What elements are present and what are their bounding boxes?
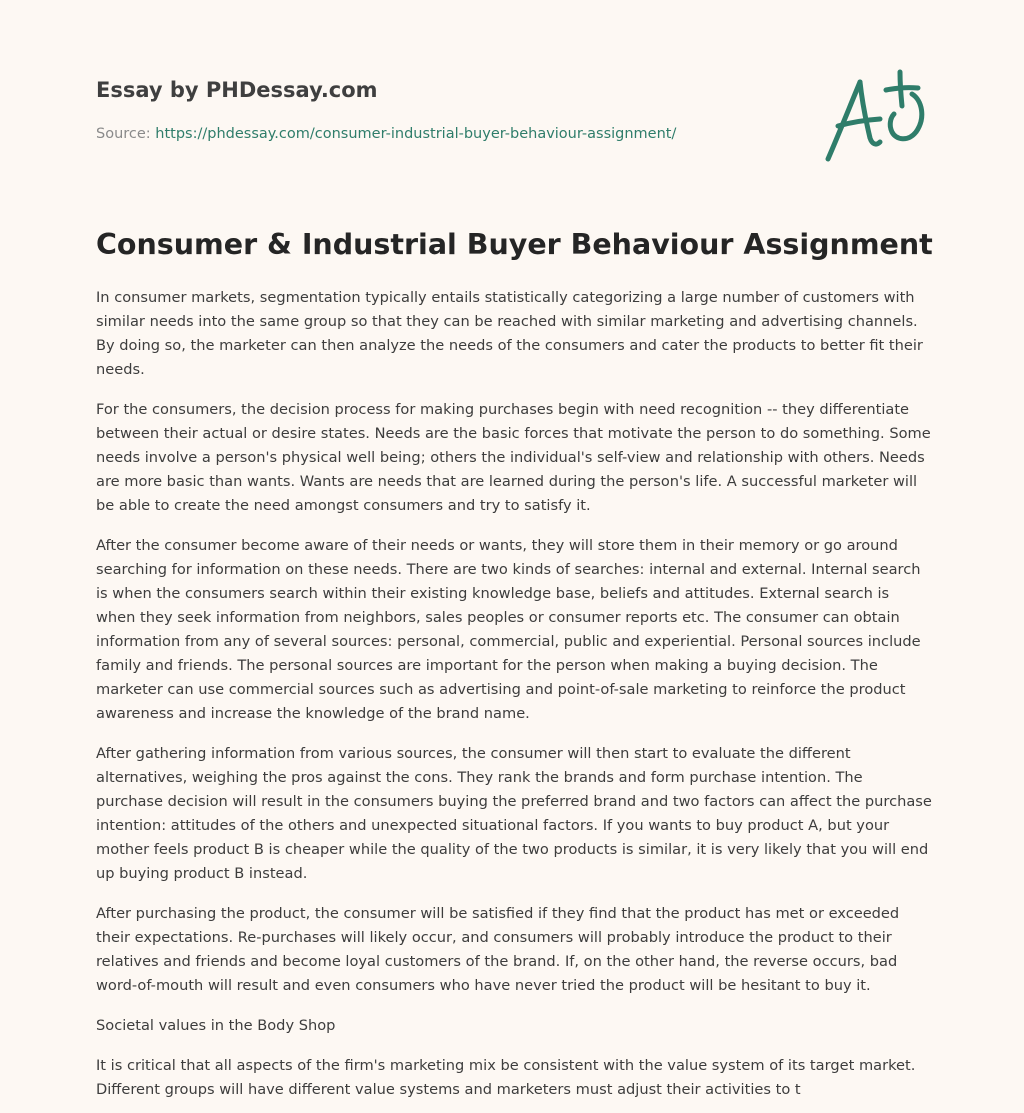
essay-paragraph: After gathering information from various sources, the consumer will then start to evaluate the different alternatives, weighing the pros against the cons. They rank the brands and form purchase intention. The purchase decision will result in the consumers buying the preferred brand and two factors can affect the purchase intention: attitudes of the others and unexpected situational factors. If you wants to buy product A, but your mother feels product B is cheaper while the quality of the two products is similar, it is very likely that you will end up buying product B instead. <box>96 745 932 882</box>
source-label: Source: <box>96 126 151 142</box>
section-subheading: Societal values in the Body Shop <box>96 1017 336 1034</box>
essay-paragraph: For the consumers, the decision process for making purchases begin with need recognition -- they differentiate between their actual or desire states. Needs are the basic forces that motivate the person to do something. Some needs involve a person's physical well being; others the individual's self-view and relationship with others. Needs are more basic than wants. Wants are needs that are learned during the person's life. A successful marketer will be able to create the need amongst consumers and try to satisfy it. <box>96 401 931 514</box>
source-link[interactable]: https://phdessay.com/consumer-industrial-buyer-behaviour-assignment/ <box>155 126 677 142</box>
a-plus-logo-icon <box>818 66 930 166</box>
essay-paragraph: In consumer markets, segmentation typically entails statistically categorizing a large number of customers with similar needs into the same group so that they can be reached with similar marketing and advertising channels. By doing so, the marketer can then analyze the needs of the consumers and cater the products to better fit their needs. <box>96 289 923 378</box>
essay-body <box>96 286 932 1112</box>
essay-paragraph: After purchasing the product, the consumer will be satisfied if they find that the product has met or exceeded their expectations. Re-purchases will likely occur, and consumers will probably introduce the product to their relatives and friends and become loyal customers of the brand. If, on the other hand, the reverse occurs, bad word-of-mouth will result and even consumers who have never tried the product will be hesitant to buy it. <box>96 905 900 994</box>
source-line <box>96 124 796 144</box>
essay-header <box>96 76 796 144</box>
essay-title: Consumer & Industrial Buyer Behaviour Assignment <box>96 228 933 261</box>
site-brand: Essay by PHDessay.com <box>96 78 378 102</box>
essay-paragraph: It is critical that all aspects of the firm's marketing mix be consistent with the value system of its target market. Different groups will have different value systems and marketers must adjust their activities to t <box>96 1057 916 1098</box>
essay-paragraph: After the consumer become aware of their needs or wants, they will store them in their memory or go around searching for information on these needs. There are two kinds of searches: internal and external. Internal search is when the consumers search within their existing knowledge base, beliefs and attitudes. External search is when they seek information from neighbors, sales peoples or consumer reports etc. The consumer can obtain information from any of several sources: personal, commercial, public and experiential. Personal sources include family and friends. The personal sources are important for the person when making a buying decision. The marketer can use commercial sources such as advertising and point-of-sale marketing to reinforce the product awareness and increase the knowledge of the brand name. <box>96 537 921 722</box>
